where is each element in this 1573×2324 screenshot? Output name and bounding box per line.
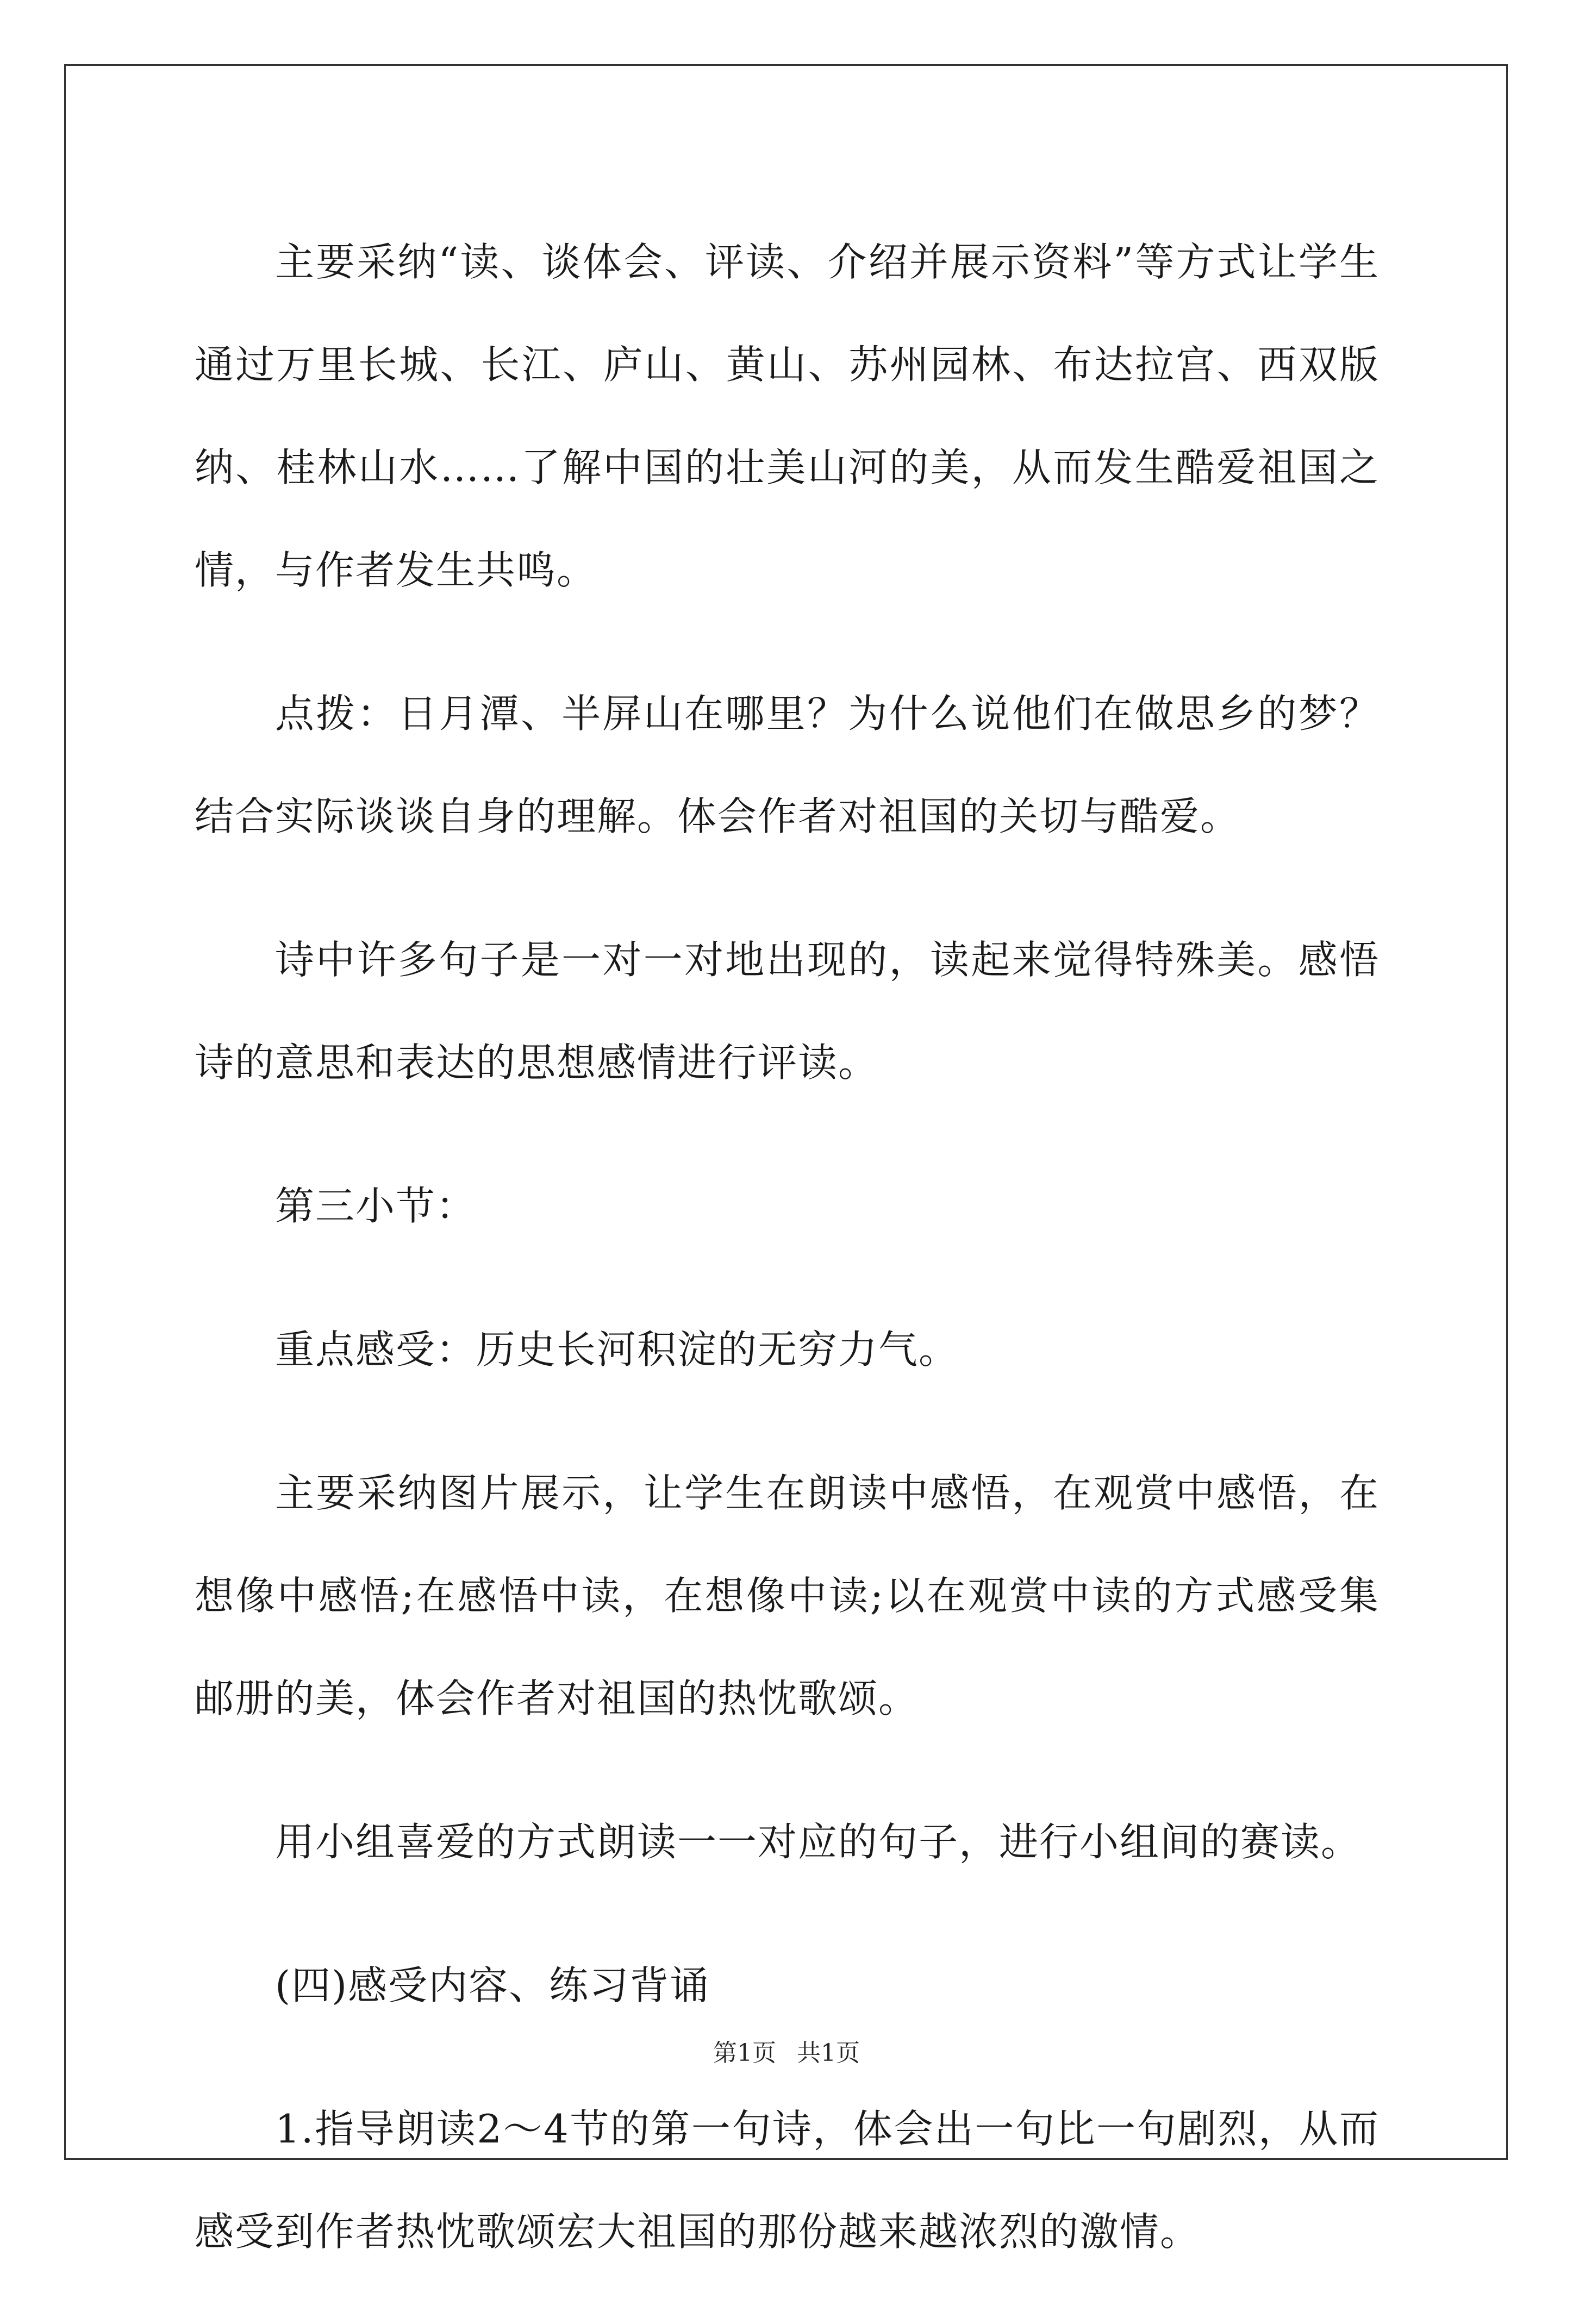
paragraph-2: 点拨：日月潭、半屏山在哪里？为什么说他们在做思乡的梦？结合实际谈谈自身的理解。体会作者对祖国的关切与酷爱。: [195, 691, 1380, 839]
paragraph-7: 用小组喜爱的方式朗读一一对应的句子，进行小组间的赛读。: [275, 1819, 1362, 1865]
paragraph-8: (四)感受内容、练习背诵: [275, 1963, 710, 2008]
page-number-current: 第1页: [713, 2039, 776, 2067]
paragraph-9: 1.指导朗读2～4节的第一句诗，体会出一句比一句剧烈，从而感受到作者热忱歌颂宏大祖国的那份越来越浓烈的激情。: [195, 2106, 1380, 2254]
paragraph-6: 主要采纳图片展示，让学生在朗读中感悟，在观赏中感悟，在想像中感悟;在感悟中读，在想像中读;以在观赏中读的方式感受集邮册的美，体会作者对祖国的热忱歌颂。: [195, 1470, 1380, 1721]
paragraph-3: 诗中许多句子是一对一对地出现的，读起来觉得特殊美。感悟诗的意思和表达的思想感情进行评读。: [195, 937, 1380, 1085]
paragraph-5: 重点感受：历史长河积淀的无穷力气。: [275, 1327, 959, 1372]
document-body: [195, 211, 1380, 2324]
paragraph-1: 主要采纳“读、谈体会、评读、介绍并展示资料”等方式让学生通过万里长城、长江、庐山、黄山、苏州园林、布达拉宫、西双版纳、桂林山水……了解中国的壮美山河的美，从而发生酷爱祖国之情，与作者发生共鸣。: [195, 239, 1380, 593]
page-footer: [0, 2037, 1573, 2070]
page-number-total: 共1页: [797, 2039, 860, 2067]
paragraph-4: 第三小节：: [275, 1183, 477, 1229]
